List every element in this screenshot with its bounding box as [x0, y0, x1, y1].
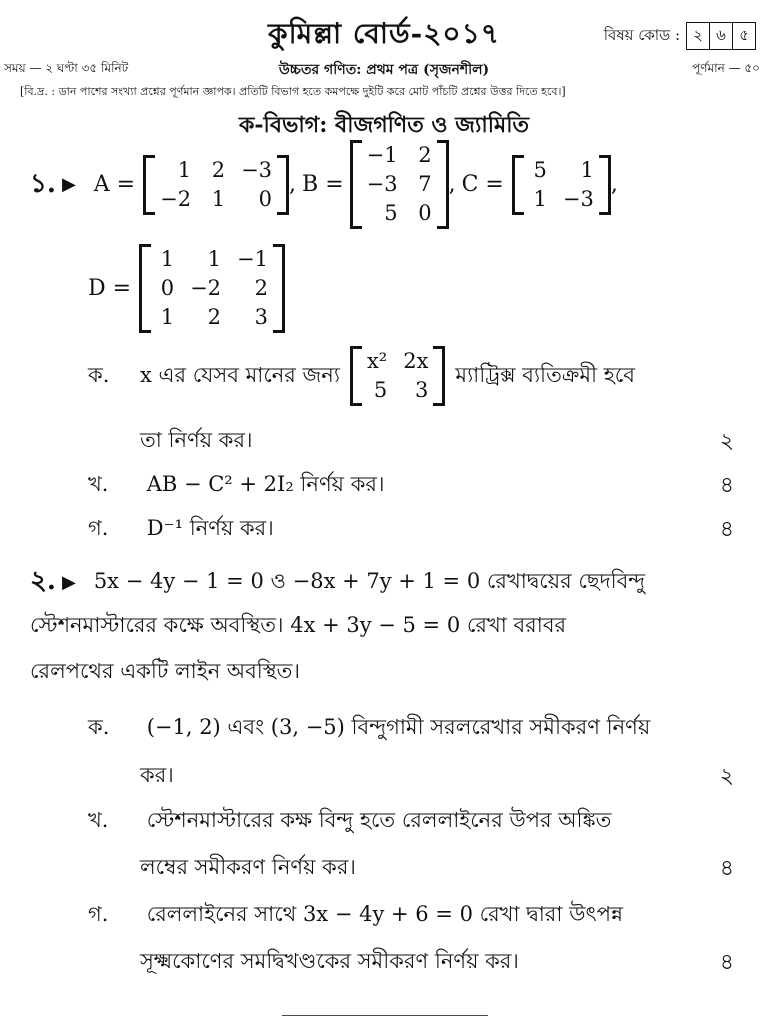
exam-subject: উচ্চতর গণিত: প্রথম পত্র (সৃজনশীল) — [278, 62, 490, 78]
q2-stem-line3: রেলপথের একটি লাইন অবস্থিত। — [30, 659, 300, 683]
matrix-cell: 1 — [533, 186, 547, 211]
q1-ka-post: ম্যাট্রিক্স ব্যতিক্রমী হবে — [455, 362, 635, 387]
q1-ka-line2: তা নির্ণয় কর। — [140, 428, 253, 452]
matrix-cell: 5 — [533, 157, 547, 182]
q2-number: ২. — [30, 566, 56, 596]
subject-code-label: বিষয় কোড : — [603, 25, 680, 44]
q2-kha — [88, 804, 748, 839]
q2-marker-icon: ▶ — [61, 571, 76, 593]
q1-ga — [88, 512, 748, 547]
matrix-cell: −2 — [190, 276, 222, 300]
q2-stem-line2: স্টেশনমাস্টারের কক্ষে অবস্থিত। 4x + 3y − 5 = 0 রেখা বরাবর — [30, 613, 567, 637]
matrix-cell: 2 — [207, 305, 222, 329]
q1-kha — [88, 468, 748, 503]
matrix-cell: 1 — [211, 186, 226, 211]
matrix-cell: x² — [366, 349, 388, 373]
subject-code — [604, 22, 756, 50]
subject-code-digit: ৫ — [732, 23, 755, 49]
matrix-cell: 2x — [403, 349, 429, 373]
q1-kha-mark: ৪ — [719, 473, 734, 498]
subject-code-boxes — [686, 22, 756, 50]
matrix-cell: 5 — [384, 201, 398, 225]
matrix-cell: 2 — [211, 157, 226, 182]
matrix-cell: 1 — [207, 247, 222, 271]
matrix-cell: 7 — [418, 172, 432, 196]
matrix-cell: 2 — [418, 143, 432, 167]
instruction-note: [বি.দ্র. : ডান পাশের সংখ্যা প্রশ্নের পূর্ণমান জ্ঞাপক। প্রতিটি বিভাগ হতে কমপক্ষে দুইটি করে মোট পাঁচটি প্রশ্নের উত্তর দিতে হবে।] — [20, 85, 566, 98]
q2-kha-line2: লম্বের সমীকরণ নির্ণয় কর। — [140, 855, 356, 879]
q2-kha-label: খ. — [88, 808, 109, 832]
separator: , — [610, 172, 618, 197]
matrix-cell: −2 — [160, 186, 192, 211]
q2-ka-line2: কর। — [140, 763, 174, 787]
full-marks: পূর্ণমান — ৫০ — [692, 61, 760, 75]
subject-code-digit: ২ — [693, 25, 703, 44]
q1-matrices-row — [30, 140, 618, 229]
matrix-cell: 1 — [177, 157, 192, 182]
matrix-cell: 0 — [160, 276, 175, 300]
q2-stem-text1: 5x − 4y − 1 = 0 ও −8x + 7y + 1 = 0 রেখাদ্বয়ের ছেদবিন্দু — [93, 568, 646, 593]
matrix-cell: 1 — [160, 247, 175, 271]
matrix-cell: 0 — [418, 201, 432, 225]
matrix-cell: 2 — [254, 276, 269, 300]
q2-ga-mark: ৪ — [719, 950, 734, 975]
footer-divider — [282, 1015, 488, 1016]
matrix-b-label: B = — [302, 172, 344, 197]
matrix-cell: 3 — [415, 378, 429, 402]
q1-kha-label: খ. — [88, 472, 109, 496]
matrix-cell: −3 — [241, 157, 273, 182]
matrix-cell: −3 — [562, 186, 594, 211]
q1-ka — [88, 346, 748, 406]
section-title: ক-বিভাগ: বীজগণিত ও জ্যামিতি — [238, 112, 530, 138]
matrix-cell: 1 — [160, 305, 175, 329]
separator: , — [289, 172, 297, 197]
q1-ga-mark: ৪ — [719, 517, 734, 542]
matrix-cell: −1 — [366, 143, 398, 167]
q1-ka-pre: x এর যেসব মানের জন্য — [140, 362, 340, 387]
matrix-d-label: D = — [88, 276, 132, 301]
q2-ka-line1: (−1, 2) এবং (3, −5) বিন্দুগামী সরলরেখার সমীকরণ নির্ণয় — [146, 715, 651, 739]
q2-stem-line1 — [30, 560, 645, 604]
q1-matrix-d-row — [88, 244, 285, 333]
q2-kha-mark: ৪ — [719, 856, 734, 881]
matrix-cell: 0 — [258, 186, 273, 211]
matrix-a — [143, 155, 289, 215]
q1-kha-text: AB − C² + 2I₂ নির্ণয় কর। — [146, 472, 385, 496]
q1-ka-label: ক. — [88, 362, 110, 387]
q2-ga-line1: রেললাইনের সাথে 3x − 4y + 6 = 0 রেখা দ্বারা উৎপন্ন — [146, 902, 623, 926]
q2-ka-label: ক. — [88, 715, 110, 739]
q2-ka — [88, 711, 748, 746]
matrix-b — [350, 140, 449, 229]
matrix-cell: −1 — [237, 247, 269, 271]
q2-kha-line1: স্টেশনমাস্টারের কক্ষ বিন্দু হতে রেললাইনের উপর অঙ্কিত — [146, 808, 612, 832]
q2-ga-line2: সূক্ষ্মকোণের সমদ্বিখণ্ডকের সমীকরণ নির্ণয় কর। — [140, 949, 519, 973]
q1-ga-text: D⁻¹ নির্ণয় কর। — [146, 516, 274, 540]
q2-ga-label: গ. — [88, 902, 109, 926]
q1-number: ১. — [30, 168, 56, 199]
separator: , — [448, 172, 456, 197]
q1-ka-mark: ২ — [719, 429, 734, 454]
matrix-cell: −3 — [366, 172, 398, 196]
board-title: কুমিল্লা বোর্ড-২০১৭ — [267, 17, 500, 50]
subject-code-digit: ৬ — [709, 23, 732, 49]
matrix-c — [512, 155, 611, 215]
q1-ga-label: গ. — [88, 516, 109, 540]
matrix-cell: 1 — [580, 157, 594, 182]
matrix-c-label: C = — [461, 172, 504, 197]
q2-ka-mark: ২ — [719, 764, 734, 789]
matrix-cell: 5 — [373, 378, 388, 402]
matrix-cell: 3 — [254, 305, 269, 329]
q1-ka-matrix — [350, 346, 445, 406]
matrix-d — [139, 244, 285, 333]
matrix-a-label: A = — [93, 172, 136, 197]
exam-time: সময় — ২ ঘণ্টা ৩৫ মিনিট — [4, 61, 129, 75]
q2-ga — [88, 898, 748, 933]
q1-marker-icon: ▶ — [61, 174, 76, 195]
